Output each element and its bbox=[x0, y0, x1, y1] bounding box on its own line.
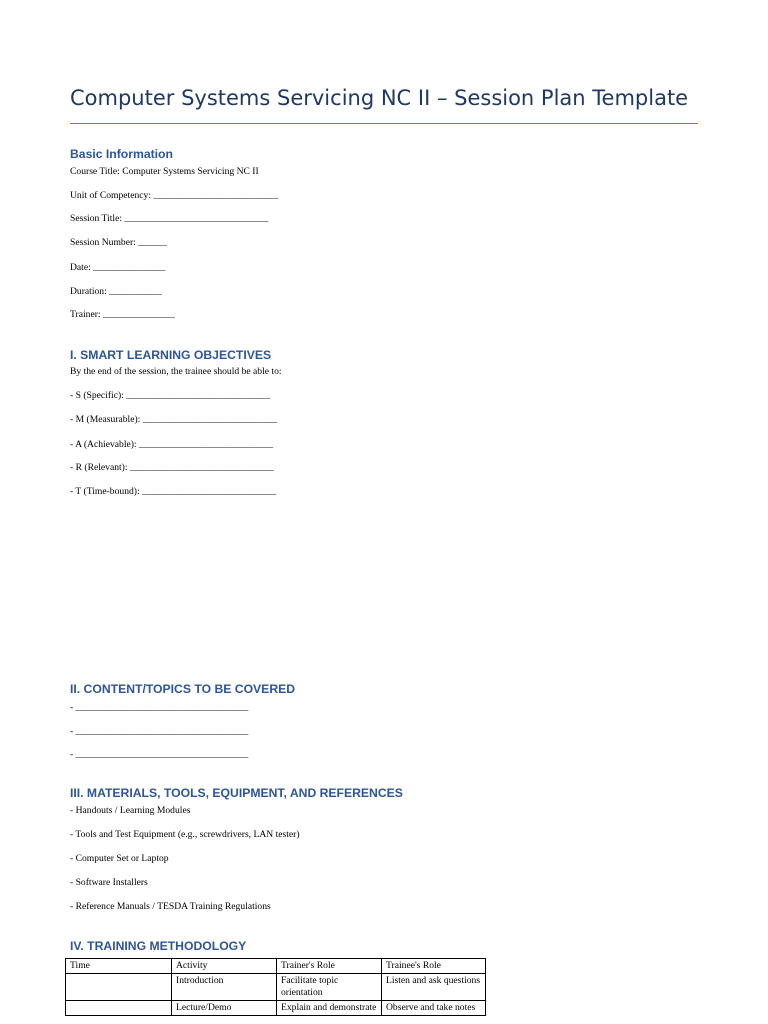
cell-trainer-role: Facilitate topic orientation bbox=[277, 974, 382, 1001]
materials-item: - Computer Set or Laptop bbox=[70, 853, 169, 864]
content-item: - ____________________________________ bbox=[70, 726, 249, 737]
cell-trainee-role: Listen and ask questions bbox=[382, 974, 486, 1001]
table-header-row bbox=[66, 959, 486, 974]
title-underline bbox=[70, 123, 698, 124]
materials-item: - Tools and Test Equipment (e.g., screwdrivers, LAN tester) bbox=[70, 829, 300, 840]
table-row bbox=[66, 974, 486, 1001]
cell-trainer-role: Explain and demonstrate bbox=[277, 1001, 382, 1016]
date-line: Date: _______________ bbox=[70, 262, 166, 273]
course-title-line: Course Title: Computer Systems Servicing NC II bbox=[70, 166, 259, 177]
cell-time bbox=[66, 974, 172, 1001]
basic-info-heading: Basic Information bbox=[70, 147, 173, 161]
methodology-table bbox=[65, 958, 486, 1016]
content-heading: II. CONTENT/TOPICS TO BE COVERED bbox=[70, 682, 296, 696]
header-trainer-role: Trainer's Role bbox=[277, 959, 382, 974]
objectives-heading: I. SMART LEARNING OBJECTIVES bbox=[70, 348, 272, 362]
materials-item: - Software Installers bbox=[70, 877, 148, 888]
header-time: Time bbox=[66, 959, 172, 974]
objective-relevant: - R (Relevant): ______________________________ bbox=[70, 462, 274, 473]
cell-trainee-role: Observe and take notes bbox=[382, 1001, 486, 1016]
content-item: - ____________________________________ bbox=[70, 749, 249, 760]
materials-item: - Handouts / Learning Modules bbox=[70, 805, 191, 816]
materials-heading: III. MATERIALS, TOOLS, EQUIPMENT, AND REFERENCES bbox=[70, 786, 403, 800]
session-title-line: Session Title: ______________________________ bbox=[70, 213, 269, 224]
header-trainee-role: Trainee's Role bbox=[382, 959, 486, 974]
cell-time bbox=[66, 1001, 172, 1016]
cell-activity: Introduction bbox=[172, 974, 277, 1001]
methodology-heading: IV. TRAINING METHODOLOGY bbox=[70, 939, 247, 953]
trainer-line: Trainer: _______________ bbox=[70, 309, 175, 320]
objective-specific: - S (Specific): ______________________________ bbox=[70, 390, 271, 401]
unit-of-competency-line: Unit of Competency: __________________________ bbox=[70, 190, 279, 201]
header-activity: Activity bbox=[172, 959, 277, 974]
materials-item: - Reference Manuals / TESDA Training Regulations bbox=[70, 901, 271, 912]
table-row bbox=[66, 1001, 486, 1016]
objective-achievable: - A (Achievable): ____________________________ bbox=[70, 439, 274, 450]
cell-activity: Lecture/Demo bbox=[172, 1001, 277, 1016]
objectives-intro: By the end of the session, the trainee should be able to: bbox=[70, 366, 282, 377]
duration-line: Duration: ___________ bbox=[70, 286, 162, 297]
objective-measurable: - M (Measurable): ____________________________ bbox=[70, 414, 278, 425]
objective-time-bound: - T (Time-bound): ____________________________ bbox=[70, 486, 277, 497]
document-title: Computer Systems Servicing NC II – Session Plan Template bbox=[70, 86, 689, 110]
content-item: - ____________________________________ bbox=[70, 702, 249, 713]
session-number-line: Session Number: ______ bbox=[70, 237, 168, 248]
